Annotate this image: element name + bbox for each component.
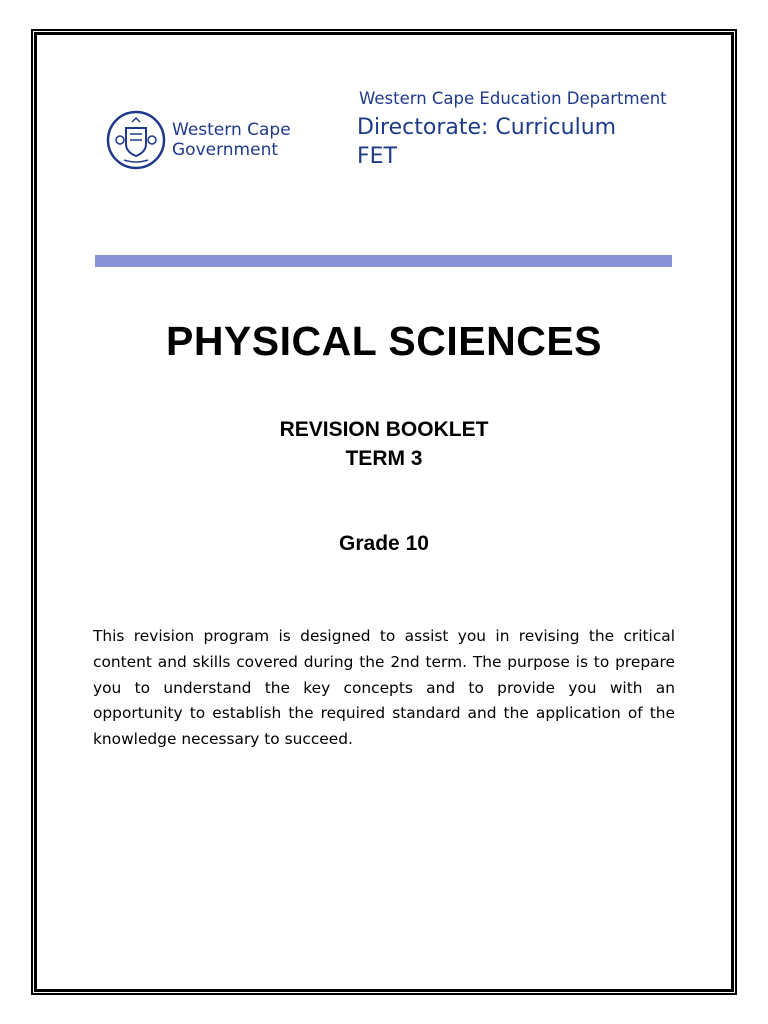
government-logo xyxy=(106,110,291,170)
grade-label: Grade 10 xyxy=(339,532,429,555)
logo-text xyxy=(172,120,291,160)
booklet-subtitle: REVISION BOOKLET xyxy=(279,418,489,441)
directorate-line-1: Directorate: Curriculum xyxy=(357,115,617,140)
page-title: PHYSICAL SCIENCES xyxy=(165,318,603,364)
logo-line-2: Government xyxy=(172,140,279,160)
intro-paragraph: This revision program is designed to assist you in revising the critical content and skills covered during the 2nd term. The purpose is to prepare you to understand the key concepts and to provide you with an opportunity to establish the required standard and the application of the knowledge necessary to succeed. xyxy=(93,627,675,749)
coat-of-arms-icon xyxy=(106,110,166,170)
directorate xyxy=(357,113,616,171)
department-name: Western Cape Education Department xyxy=(359,89,667,108)
header-divider xyxy=(95,255,672,267)
logo-line-1: Western Cape xyxy=(172,120,291,140)
term-label: TERM 3 xyxy=(345,447,423,470)
directorate-line-2: FET xyxy=(357,144,397,169)
page-border-inner xyxy=(36,34,732,990)
